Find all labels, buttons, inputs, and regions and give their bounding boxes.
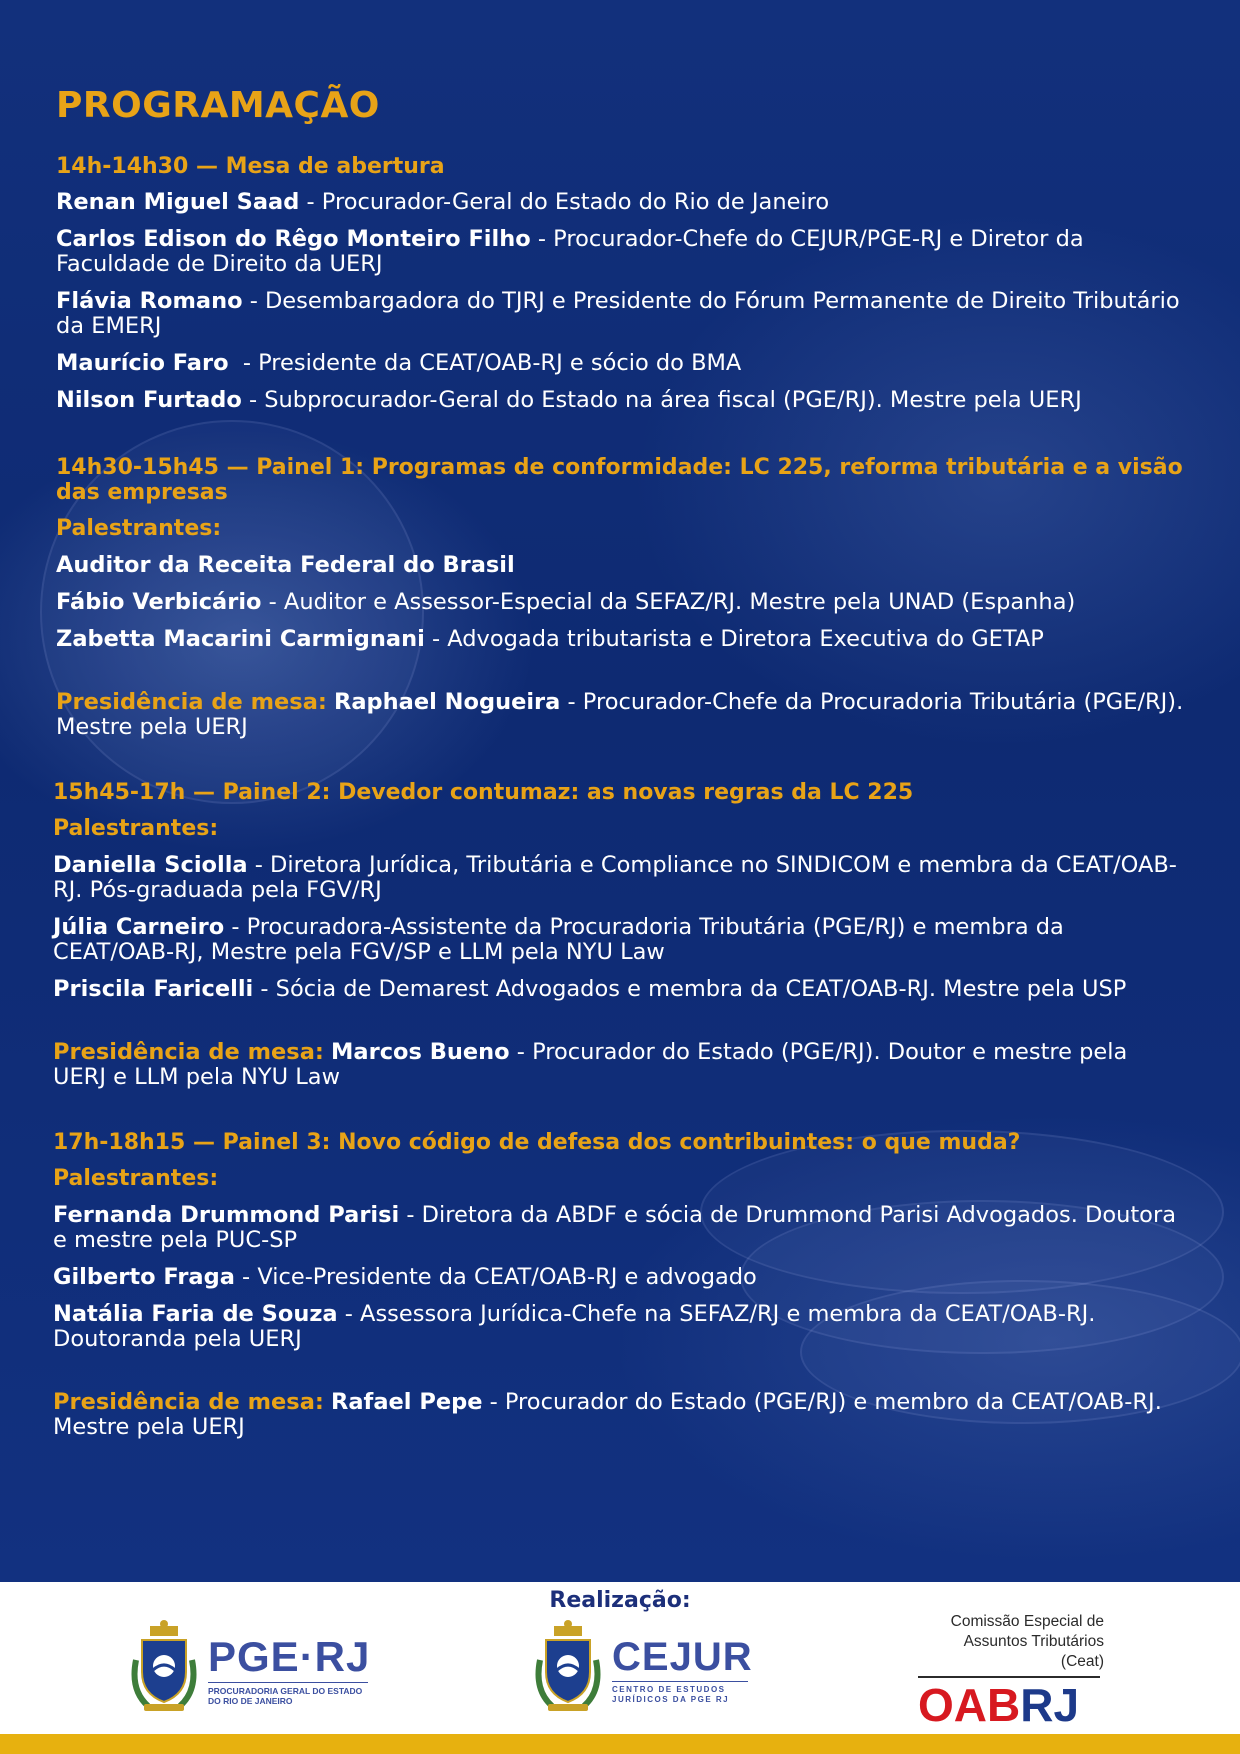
section-painel-1 — [56, 455, 1186, 740]
speaker — [53, 853, 1186, 903]
pge-rj-name: PGE·RJ — [208, 1632, 371, 1680]
cejur-logo — [530, 1620, 753, 1720]
oab-commission-line: Comissão Especial de — [950, 1613, 1104, 1630]
cejur-wordmark — [612, 1636, 753, 1705]
presidencia-name: Marcos Bueno — [331, 1039, 510, 1065]
presidencia-de-mesa — [53, 1040, 1186, 1090]
speaker — [56, 289, 1186, 339]
speaker-name: Flávia Romano — [56, 288, 243, 314]
section-heading: 14h30-15h45 — Painel 1: Programas de conformidade: LC 225, reforma tributária e a visão das empresas — [56, 455, 1183, 505]
speaker-name: Carlos Edison do Rêgo Monteiro Filho — [56, 226, 531, 252]
speaker-name: Auditor da Receita Federal do Brasil — [56, 552, 515, 578]
palestrantes-label: Palestrantes: — [53, 816, 219, 841]
speaker-name: Natália Faria de Souza — [53, 1301, 338, 1327]
cejur-subtitle — [612, 1681, 748, 1705]
speaker-name: Fábio Verbicário — [56, 589, 262, 615]
presidencia-desc: - Procurador do Estado (PGE/RJ) e membro da CEAT/OAB-RJ. Mestre pela UERJ — [53, 1389, 1162, 1440]
pge-rj-subtitle — [208, 1682, 368, 1706]
speaker-name: Gilberto Fraga — [53, 1264, 235, 1290]
presidencia-name: Rafael Pepe — [331, 1389, 483, 1415]
speaker-desc: - Procurador-Chefe do CEJUR/PGE-RJ e Diretor da Faculdade de Direito da UERJ — [56, 226, 1084, 277]
presidencia-desc: - Procurador do Estado (PGE/RJ). Doutor e mestre pela UERJ e LLM pela NYU Law — [53, 1039, 1128, 1090]
pge-rj-subtitle-line: PROCURADORIA GERAL DO ESTADO — [208, 1685, 363, 1696]
presidencia-de-mesa — [53, 1390, 1186, 1440]
oab-mark-red: OAB — [918, 1679, 1021, 1731]
presidencia-name: Raphael Nogueira — [334, 689, 561, 715]
speaker — [53, 1265, 1186, 1290]
oab-rj-logo — [918, 1612, 1104, 1730]
speaker-desc: - Procurador-Geral do Estado do Rio de Janeiro — [299, 189, 830, 215]
speaker-name: Maurício Faro — [56, 350, 229, 376]
speaker-desc: - Diretora da ABDF e sócia de Drummond Parisi Advogados. Doutora e mestre pela PUC-SP — [53, 1202, 1176, 1253]
speaker-name: Daniella Sciolla — [53, 852, 248, 878]
rio-de-janeiro-coat-of-arms-emblem — [530, 1620, 606, 1720]
speaker — [56, 553, 1186, 578]
speaker-desc: - Procuradora-Assistente da Procuradoria Tributária (PGE/RJ) e membra da CEAT/OAB-RJ, Mestre pela FGV/SP e LLM pela NYU Law — [53, 914, 1064, 965]
speaker-desc: - Desembargadora do TJRJ e Presidente do Fórum Permanente de Direito Tributário da EMERJ — [56, 288, 1180, 339]
speaker-desc: - Sócia de Demarest Advogados e membra da CEAT/OAB-RJ. Mestre pela USP — [253, 976, 1127, 1002]
speaker-desc: - Advogada tributarista e Diretora Executiva do GETAP — [424, 626, 1044, 652]
speaker — [56, 190, 1186, 215]
speaker-desc: - Vice-Presidente da CEAT/OAB-RJ e advogado — [234, 1264, 757, 1290]
presidencia-label: Presidência de mesa: — [53, 1389, 324, 1415]
speaker — [56, 388, 1186, 413]
section-heading: 17h-18h15 — Painel 3: Novo código de defesa dos contribuintes: o que muda? — [53, 1130, 1021, 1155]
oab-rj-wordmark — [918, 1680, 1104, 1730]
pge-rj-subtitle-line: DO RIO DE JANEIRO — [208, 1695, 293, 1706]
cejur-subtitle-line: CENTRO DE ESTUDOS — [612, 1684, 726, 1694]
speaker-name: Zabetta Macarini Carmignani — [56, 626, 425, 652]
section-painel-2 — [53, 780, 1186, 1090]
oab-divider — [918, 1676, 1100, 1678]
speaker — [56, 590, 1186, 615]
speaker-desc: - Presidente da CEAT/OAB-RJ e sócio do BMA — [228, 350, 742, 376]
presidencia-label: Presidência de mesa: — [53, 1039, 324, 1065]
speaker — [56, 351, 1186, 376]
presidencia-label: Presidência de mesa: — [56, 689, 327, 715]
speaker-name: Fernanda Drummond Parisi — [53, 1202, 400, 1228]
speaker — [53, 915, 1186, 965]
rio-de-janeiro-coat-of-arms-emblem — [126, 1620, 202, 1720]
speaker — [53, 1302, 1186, 1352]
speaker-desc: - Auditor e Assessor-Especial da SEFAZ/RJ. Mestre pela UNAD (Espanha) — [261, 589, 1076, 615]
speaker-desc: - Diretora Jurídica, Tributária e Compliance no SINDICOM e membra da CEAT/OAB-RJ. Pós-graduada pela FGV/RJ — [53, 852, 1177, 903]
speaker-name: Priscila Faricelli — [53, 976, 254, 1002]
speaker-desc: - Assessora Jurídica-Chefe na SEFAZ/RJ e membra da CEAT/OAB-RJ. Doutoranda pela UERJ — [53, 1301, 1096, 1352]
oab-commission-line: Assuntos Tributários (Ceat) — [963, 1633, 1104, 1670]
section-heading: 14h-14h30 — Mesa de abertura — [56, 154, 445, 179]
speaker — [53, 1203, 1186, 1253]
pge-rj-wordmark — [208, 1632, 371, 1706]
speaker — [53, 977, 1186, 1002]
cejur-subtitle-line: JURÍDICOS DA PGE RJ — [612, 1694, 730, 1704]
section-heading: 15h45-17h — Painel 2: Devedor contumaz: as novas regras da LC 225 — [53, 780, 914, 805]
pge-rj-logo — [126, 1620, 370, 1720]
page-title: PROGRAMAÇÃO — [56, 85, 380, 126]
oab-mark-blue: RJ — [1020, 1679, 1080, 1731]
cejur-name: CEJUR — [612, 1634, 753, 1679]
speaker — [56, 627, 1186, 652]
presidencia-de-mesa — [56, 690, 1186, 740]
palestrantes-label: Palestrantes: — [56, 516, 222, 541]
section-mesa-abertura — [56, 154, 1186, 413]
program-content — [53, 84, 1186, 1486]
palestrantes-label: Palestrantes: — [53, 1166, 219, 1191]
presidencia-desc: - Procurador-Chefe da Procuradoria Tributária (PGE/RJ). Mestre pela UERJ — [56, 689, 1184, 740]
speaker-name: Nilson Furtado — [56, 387, 242, 413]
speaker-desc: - Subprocurador-Geral do Estado na área fiscal (PGE/RJ). Mestre pela UERJ — [241, 387, 1082, 413]
speaker — [56, 227, 1186, 277]
speaker-name: Renan Miguel Saad — [56, 189, 300, 215]
bottom-accent-bar — [0, 1734, 1240, 1754]
section-painel-3 — [53, 1130, 1186, 1440]
speaker-name: Júlia Carneiro — [53, 914, 225, 940]
realizacao-label: Realização: — [549, 1588, 691, 1613]
